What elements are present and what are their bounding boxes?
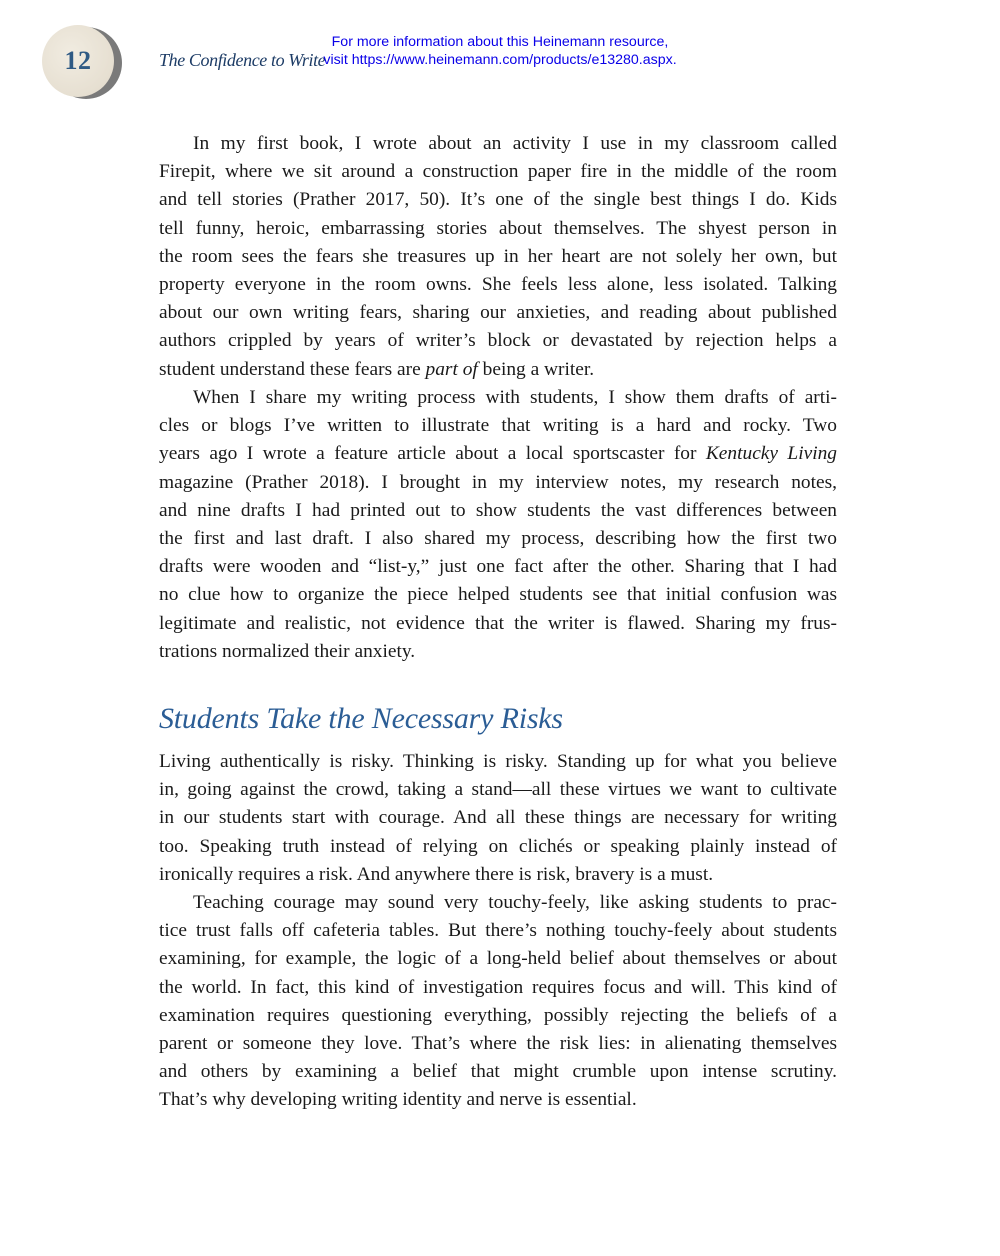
- resource-notice[interactable]: [300, 33, 700, 69]
- text-line: authors crippled by years of writer’s block or devastated by rejection helps a: [159, 330, 837, 352]
- text-line: legitimate and realistic, not evidence that the writer is flawed. Sharing my frus-: [159, 612, 837, 634]
- text-line: That’s why developing writing identity and nerve is essential.: [159, 1089, 637, 1111]
- text-line: and nine drafts I had printed out to show students the vast differences between: [159, 499, 837, 521]
- running-head: The Confidence to Write: [159, 50, 326, 70]
- magazine-title: Kentucky Living: [705, 443, 837, 465]
- text-line: in, going against the crowd, taking a stand—all these virtues we want to cultivate: [159, 779, 837, 801]
- text-run: student understand these fears are: [159, 358, 426, 380]
- text-line: cles or blogs I’ve written to illustrate that writing is a hard and rocky. Two: [159, 415, 837, 437]
- text-run: being a writer.: [477, 358, 595, 380]
- text-line: Teaching courage may sound very touchy-feely, like asking students to prac-: [193, 892, 837, 913]
- text-line: examination requires questioning everything, possibly rejecting the beliefs of a: [159, 1004, 837, 1026]
- text-line: ironically requires a risk. And anywhere there is risk, bravery is a must.: [159, 863, 714, 885]
- text-line: the world. In fact, this kind of investigation requires focus and will. This kind of: [159, 976, 837, 998]
- text-line: Firepit, where we sit around a construction paper fire in the middle of the room: [159, 161, 837, 183]
- notice-link[interactable]: visit https://www.heinemann.com/products/e13280.aspx.: [323, 52, 677, 68]
- text-line: in our students start with courage. And all these things are necessary for writing: [159, 807, 837, 829]
- page-number-badge: [42, 25, 120, 99]
- text-line: tell funny, heroic, embarrassing stories about themselves. The shyest person in: [159, 217, 837, 239]
- text-line: too. Speaking truth instead of relying on clichés or speaking plainly instead of: [159, 835, 837, 857]
- text-line: the room sees the fears she treasures up in her heart are not solely her own, but: [159, 245, 837, 267]
- paragraph-firepit: [159, 130, 837, 384]
- text-line: trations normalized their anxiety.: [159, 640, 416, 662]
- text-line: no clue how to organize the piece helped students see that initial confusion was: [159, 584, 837, 606]
- text-line: [159, 440, 837, 468]
- emphasis: part of: [425, 358, 478, 380]
- text-line: about our own writing fears, sharing our anxieties, and reading about published: [159, 302, 837, 324]
- text-line: Living authentically is risky. Thinking is risky. Standing up for what you believe: [159, 751, 837, 772]
- text-line: and tell stories (Prather 2017, 50). It’s one of the single best things I do. Kids: [159, 189, 837, 211]
- text-line: examining, for example, the logic of a long-held belief about themselves or about: [159, 948, 837, 970]
- paragraph-living-authentically: [159, 748, 837, 889]
- text-line: In my first book, I wrote about an activity I use in my classroom called: [193, 133, 837, 154]
- text-line: parent or someone they love. That’s where the risk lies: in alienating themselves: [159, 1032, 837, 1054]
- text-line: tice trust falls off cafeteria tables. But there’s nothing touchy-feely about students: [159, 920, 837, 942]
- paragraph-writing-process: [159, 384, 837, 666]
- text-line: property everyone in the room owns. She feels less alone, less isolated. Talking: [159, 273, 837, 295]
- text-line: the first and last draft. I also shared my process, describing how the first two: [159, 527, 837, 549]
- text-line: and others by examining a belief that might crumble upon intense scrutiny.: [159, 1061, 837, 1083]
- badge-disc: [42, 25, 114, 97]
- page-number: 12: [64, 46, 92, 75]
- text-line: [159, 356, 837, 384]
- paragraph-teaching-courage: [159, 889, 837, 1115]
- text-line: magazine (Prather 2018). I brought in my interview notes, my research notes,: [159, 471, 837, 493]
- text-line: When I share my writing process with students, I show them drafts of arti-: [193, 387, 837, 408]
- text-run: years ago I wrote a feature article about a local sportscaster for: [159, 443, 706, 465]
- section-heading: Students Take the Necessary Risks: [159, 702, 563, 735]
- text-line: drafts were wooden and “list-y,” just one fact after the other. Sharing that I had: [159, 556, 837, 578]
- notice-line-1: For more information about this Heinemann resource,: [331, 34, 669, 50]
